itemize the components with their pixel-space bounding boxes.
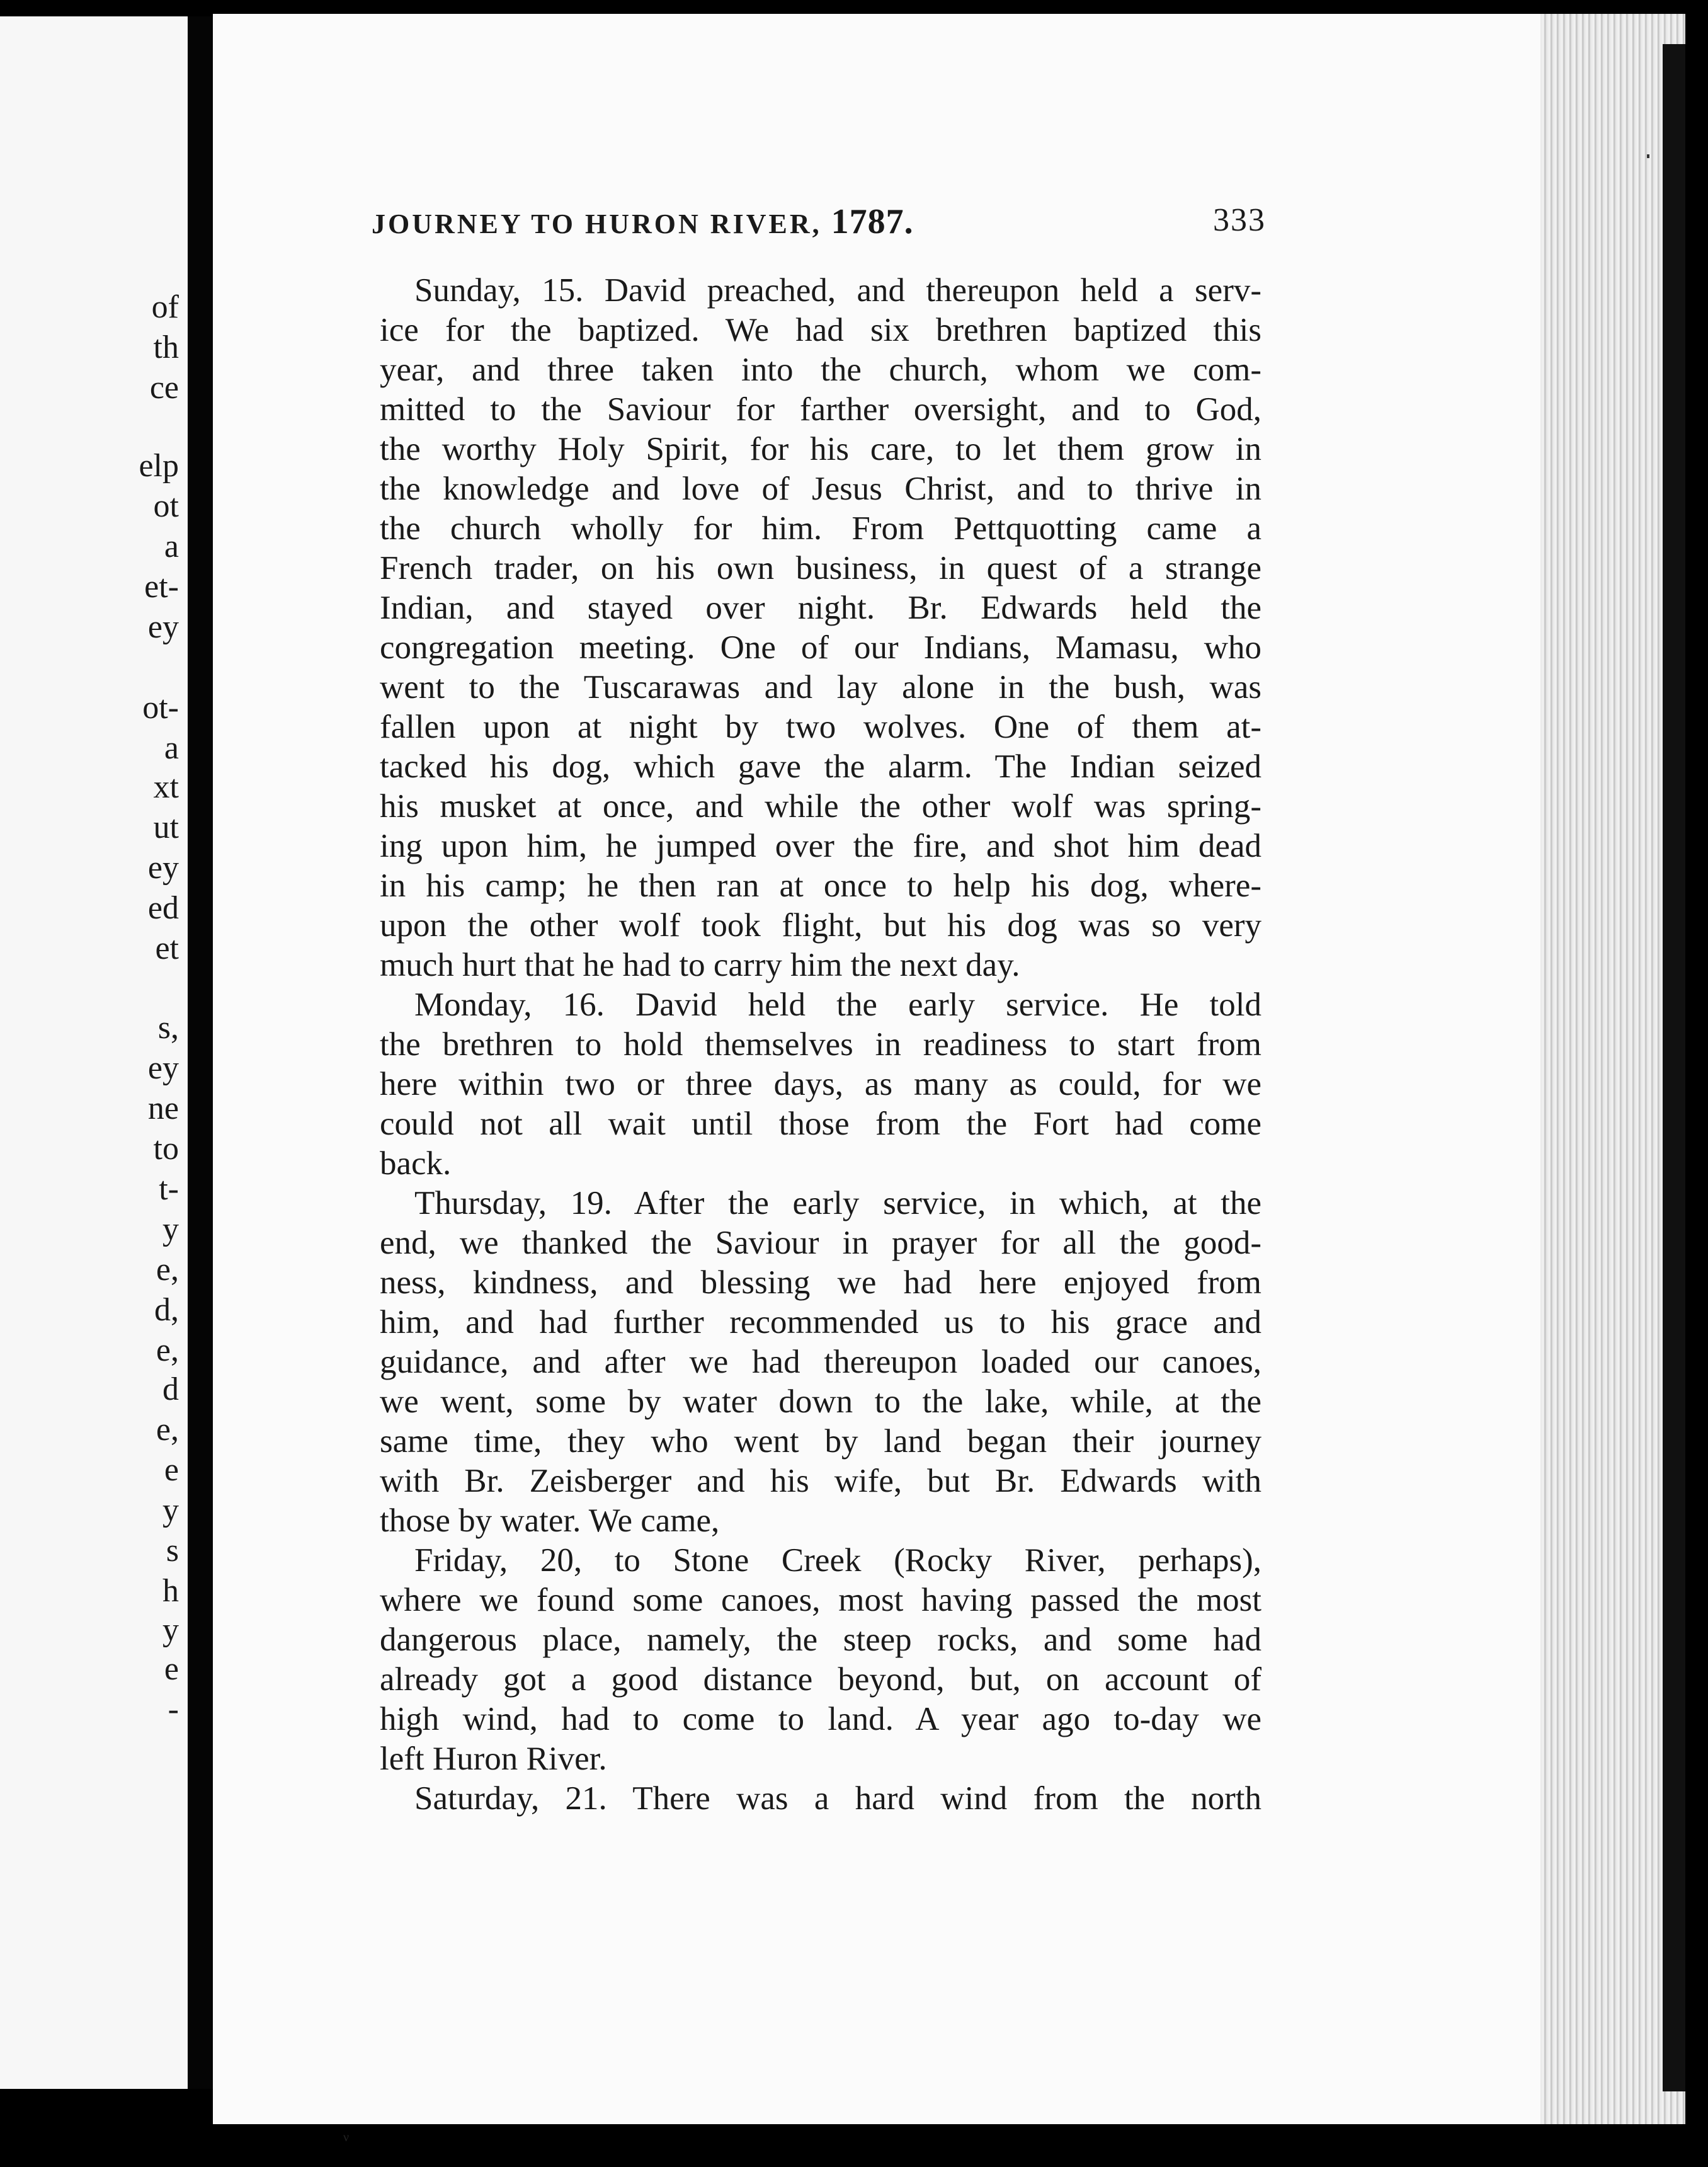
left-page-text-fragment: ce [149, 370, 179, 406]
text-line: high wind, had to come to land. A year ago to-day we [380, 1701, 1261, 1737]
left-page-text-fragment: of [151, 289, 179, 325]
text-line: dangerous place, namely, the steep rocks, and some had [380, 1621, 1261, 1658]
left-page-text-fragment: e [164, 1651, 179, 1687]
text-line: Monday, 16. David held the early service. He told [414, 986, 1261, 1023]
left-page-text-fragment: a [164, 529, 179, 564]
text-line: mitted to the Saviour for farther oversight, and to God, [380, 391, 1261, 428]
text-line: French trader, on his own business, in quest of a strange [380, 550, 1261, 586]
text-line: guidance, and after we had thereupon loaded our canoes, [380, 1344, 1261, 1380]
left-page-text-fragment: a [164, 730, 179, 766]
text-line: we went, some by water down to the lake, while, at the [380, 1383, 1261, 1420]
book-gutter [188, 16, 213, 2089]
left-page-text-fragment: xt [153, 769, 179, 805]
text-line: Indian, and stayed over night. Br. Edwards held the [380, 590, 1261, 626]
left-page-text-fragment: ot- [142, 690, 179, 726]
left-page-text-fragment: to [153, 1131, 179, 1167]
left-page-text-fragment: y [162, 1492, 179, 1528]
left-page-text-fragment: elp [139, 448, 179, 484]
bottom-scan-mark: ν [343, 2130, 350, 2144]
text-line: fallen upon at night by two wolves. One of them at- [380, 709, 1261, 745]
text-line: ness, kindness, and blessing we had here enjoyed from [380, 1264, 1261, 1301]
left-page-text-fragment: s [166, 1533, 179, 1569]
left-facing-page [0, 16, 188, 2089]
page-edges-shadow [1663, 44, 1685, 2091]
page-body-text [380, 271, 1261, 1819]
text-line: in his camp; he then ran at once to help his dog, where- [380, 867, 1261, 904]
left-page-text-fragment: h [162, 1573, 179, 1609]
text-line: here within two or three days, as many as could, for we [380, 1066, 1261, 1102]
text-line: the brethren to hold themselves in readiness to start from [380, 1026, 1261, 1063]
text-line: the worthy Holy Spirit, for his care, to let them grow in [380, 431, 1261, 467]
left-page-text-fragment: e, [156, 1412, 179, 1448]
text-line: left Huron River. [380, 1741, 607, 1777]
text-line: the knowledge and love of Jesus Christ, and to thrive in [380, 471, 1261, 507]
text-line: the church wholly for him. From Pettquotting came a [380, 510, 1261, 547]
left-page-text-fragment: et- [144, 569, 179, 605]
text-line: could not all wait until those from the Fort had come [380, 1106, 1261, 1142]
text-line: end, we thanked the Saviour in prayer for all the good- [380, 1225, 1261, 1261]
left-page-text-fragment: - [168, 1691, 179, 1727]
left-page-text-fragment: th [153, 329, 179, 365]
running-head-year: 1787. [831, 202, 914, 241]
left-page-text-fragment: y [162, 1211, 179, 1247]
text-line: with Br. Zeisberger and his wife, but Br. Edwards with [380, 1463, 1261, 1499]
text-line: Friday, 20, to Stone Creek (Rocky River, perhaps), [414, 1542, 1261, 1579]
text-line: congregation meeting. One of our Indians, Mamasu, who [380, 629, 1261, 666]
left-page-text-fragment: ed [147, 890, 179, 926]
running-head-title: JOURNEY TO HURON RIVER, 1787. [372, 202, 914, 241]
left-page-text-fragment: ey [147, 850, 179, 886]
text-line: upon the other wolf took flight, but his dog was so very [380, 907, 1261, 944]
text-line: Thursday, 19. After the early service, in which, at the [414, 1185, 1261, 1221]
left-page-text-fragment: s, [157, 1010, 179, 1046]
text-line: him, and had further recommended us to his grace and [380, 1304, 1261, 1341]
left-page-text-fragment: et [155, 930, 179, 966]
text-line: his musket at once, and while the other wolf was spring- [380, 788, 1261, 825]
left-page-text-fragment: ey [147, 609, 179, 645]
text-line: year, and three taken into the church, whom we com- [380, 352, 1261, 388]
left-page-text-fragment: ey [147, 1050, 179, 1086]
text-line: went to the Tuscarawas and lay alone in the bush, was [380, 669, 1261, 706]
left-page-text-fragment: d [162, 1371, 179, 1407]
text-line: ice for the baptized. We had six brethren baptized this [380, 312, 1261, 348]
left-page-text-fragment: d, [154, 1292, 179, 1328]
text-line: much hurt that he had to carry him the next day. [380, 947, 1020, 983]
left-page-text-fragment: e, [156, 1252, 179, 1288]
text-line: already got a good distance beyond, but, on account of [380, 1661, 1261, 1698]
text-line: where we found some canoes, most having passed the most [380, 1582, 1261, 1618]
text-line: same time, they who went by land began their journey [380, 1423, 1261, 1460]
text-line: Saturday, 21. There was a hard wind from the north [414, 1780, 1261, 1817]
left-page-text-fragment: e, [156, 1332, 179, 1368]
left-page-text-fragment: ne [147, 1090, 179, 1126]
text-line: Sunday, 15. David preached, and thereupon held a serv- [414, 272, 1261, 309]
running-head [372, 202, 1266, 246]
left-page-text-fragment: t- [159, 1171, 179, 1207]
left-page-text-fragment: e [164, 1452, 179, 1488]
text-line: back. [380, 1145, 452, 1182]
text-line: those by water. We came, [380, 1502, 720, 1539]
left-page-text-fragment: ot [153, 488, 179, 524]
scan-speck [1647, 154, 1649, 158]
text-line: ing upon him, he jumped over the fire, and shot him dead [380, 828, 1261, 864]
text-line: tacked his dog, which gave the alarm. The Indian seized [380, 748, 1261, 785]
left-page-text-fragment: y [162, 1612, 179, 1648]
page-number: 333 [1213, 202, 1266, 238]
left-page-text-fragment: ut [153, 809, 179, 845]
